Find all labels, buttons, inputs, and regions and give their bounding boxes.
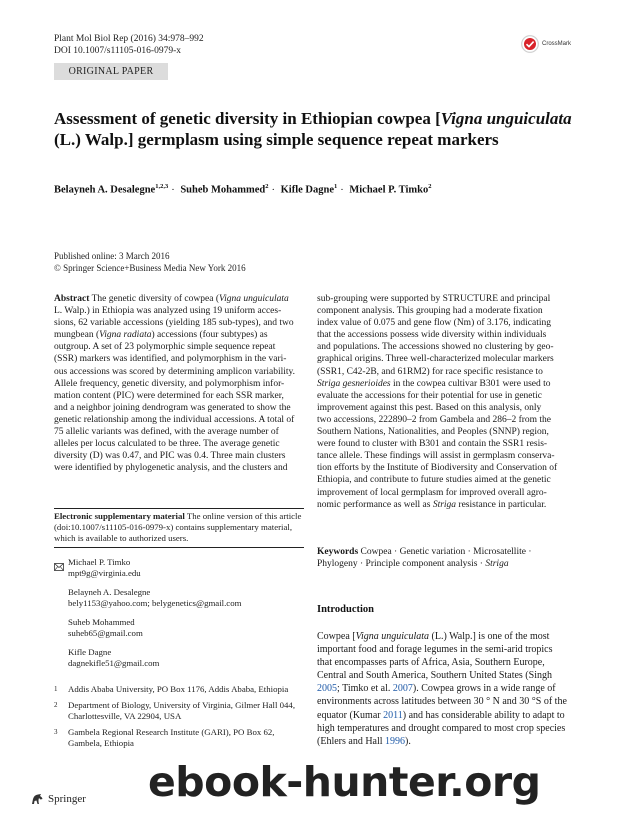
author-name[interactable]: Belayneh A. Desalegne [54, 184, 156, 196]
abstract-right-column: sub-grouping were supported by STRUCTURE and principal component analysis. This grouping had a moderate fixation index value of 0.075 and gene flow (Nm) of 3.176, indicating that the accessions possess wide diversity within individuals and populations. The accessions showed no clustering by geo- graphical origins. Three well-characterized molecular markers (SSR1, C42-2B, and 61RM2) for race specific resistance to Striga gesnerioides in the cowpea cultivar B301 were used to evaluate the accessions for their potential for use in genetic improvement against this pest. Based on this analysis, only two accessions, 222890–2 from Gambela and 286–2 from the Southern Nations, Nationalities, and Peoples (SNNP) region, were found to cluster with B301 and contain the SSR1 resis- tance allele. These findings will assist in germplasm conserva- tion efforts by the Institute of Biodiversity and Conservation of Ethiopia, and contribute to future studies aimed at the genetic improvement of local germplasm for improved overall agro- nomic performance as well as Striga resistance in particular. [317, 294, 558, 510]
contact-name: Suheb Mohammed [68, 617, 135, 627]
envelope-icon [54, 558, 64, 576]
affiliation: 3 Gambela Regional Research Institute (GARI), PO Box 62, Gambela, Ethiopia [54, 727, 275, 748]
author-name[interactable]: Michael P. Timko [349, 184, 429, 196]
contact-name: Kifle Dagne [68, 647, 112, 657]
citation-link[interactable]: 1996 [385, 735, 406, 747]
affiliation: 1 Addis Ababa University, PO Box 1176, Addis Ababa, Ethiopia [54, 684, 289, 694]
esm-note: Electronic supplementary material The online version of this article (doi:10.1007/s11105-016-0979-x) contains supplementary material, which is available to authorized users. [54, 511, 306, 544]
journal-citation: Plant Mol Biol Rep (2016) 34:978–992 [54, 34, 204, 44]
article-type-badge: ORIGINAL PAPER [54, 63, 168, 80]
contact-email[interactable]: bely1153@yahoo.com; belygenetics@gmail.com [68, 598, 242, 608]
author-list: Belayneh A. Desalegne$^{1,2,3}$ · Suheb Mohammed$^2$ · Kifle Dagne$^1$ · Michael P. Timko$^2$ [54, 183, 432, 196]
author-name[interactable]: Kifle Dagne [280, 184, 334, 196]
crossmark-logo[interactable] [521, 35, 571, 53]
springer-logo [30, 793, 86, 805]
contact-email[interactable]: dagnekifle51@gmail.com [68, 658, 160, 668]
springer-horse-icon [30, 793, 44, 805]
watermark: ebook-hunter.org [148, 758, 541, 806]
contact-name: Michael P. Timko [68, 557, 131, 567]
citation-link[interactable]: 2007 [392, 683, 413, 695]
esm-divider [54, 508, 304, 509]
abstract-left-column: Abstract The genetic diversity of cowpea (Vigna unguiculata L. Walp.) in Ethiopia was analyzed using 19 uniform acces- sions, 62 variable accessions (yielding 185 sub-types), and two mungbean (Vigna radiata) accessions (four subtypes) as outgroup. A set of 23 polymorphic simple sequence repeat (SSR) markers was identified, and polymorphism in the vari- ous accessions was scored by determining amplicon variability. Allele frequency, genetic diversity, and polymorphism infor- mation content (PIC) were determined for each SSR marker, and a neighbor joining dendrogram was generated to show the genetic relationship among the individual accessions. A total of 75 allelic variants was defined, with the average number of alleles per locus calculated to be three. The average genetic diversity (D) was 0.47, and PIC was 0.4. Three main clusters were identified by phylogenetic analysis, and the clusters and [54, 294, 296, 474]
article-title: Assessment of genetic diversity in Ethiopian cowpea [Vigna unguiculata (L.) Walp.] germplasm using simple sequence repeat markers [54, 109, 572, 149]
author-name[interactable]: Suheb Mohammed [180, 184, 266, 196]
citation-link[interactable]: 2011 [383, 709, 403, 721]
publication-info: Published online: 3 March 2016 © Springer Science+Business Media New York 2016 [54, 251, 246, 273]
springer-label: Springer [48, 793, 86, 805]
abstract-label: Abstract [54, 294, 90, 304]
doi[interactable]: DOI 10.1007/s11105-016-0979-x [54, 46, 182, 56]
crossmark-icon [521, 35, 539, 53]
contact-email[interactable]: suheb65@gmail.com [68, 628, 143, 638]
introduction-text: Cowpea [Vigna unguiculata (L.) Walp.] is one of the most important food and forage legumes in the semi-arid tropics that encompasses parts of Africa, Asia, Southern Europe, Central and South America, Southern United States (Singh 2005; Timko et al. 2007). Cowpea grows in a wide range of environments across latitudes between 30 ° N and 30 °S of the equator (Kumar 2011) and has considerable ability to adapt to high temperatures and drought compared to most crop species (Ehlers and Hall 1996). [317, 631, 567, 747]
affiliation: 2 Department of Biology, University of Virginia, Gilmer Hall 044, Charlottesville, VA 22904, USA [54, 700, 296, 721]
contact-email[interactable]: mpt9g@virginia.edu [68, 568, 141, 578]
section-heading-introduction: Introduction [317, 604, 374, 615]
contact-name: Belayneh A. Desalegne [68, 587, 151, 597]
esm-doi-link[interactable]: (doi:10.1007/s11105-016-0979-x) contains supplementary material, [54, 522, 293, 532]
citation-link[interactable]: 2005 [317, 683, 337, 695]
crossmark-label: CrossMark [542, 41, 572, 47]
contact-list [68, 557, 241, 669]
keywords: Keywords Cowpea · Genetic variation · Microsatellite · Phylogeny · Principle component analysis · Striga [317, 547, 532, 570]
esm-divider [54, 547, 304, 548]
